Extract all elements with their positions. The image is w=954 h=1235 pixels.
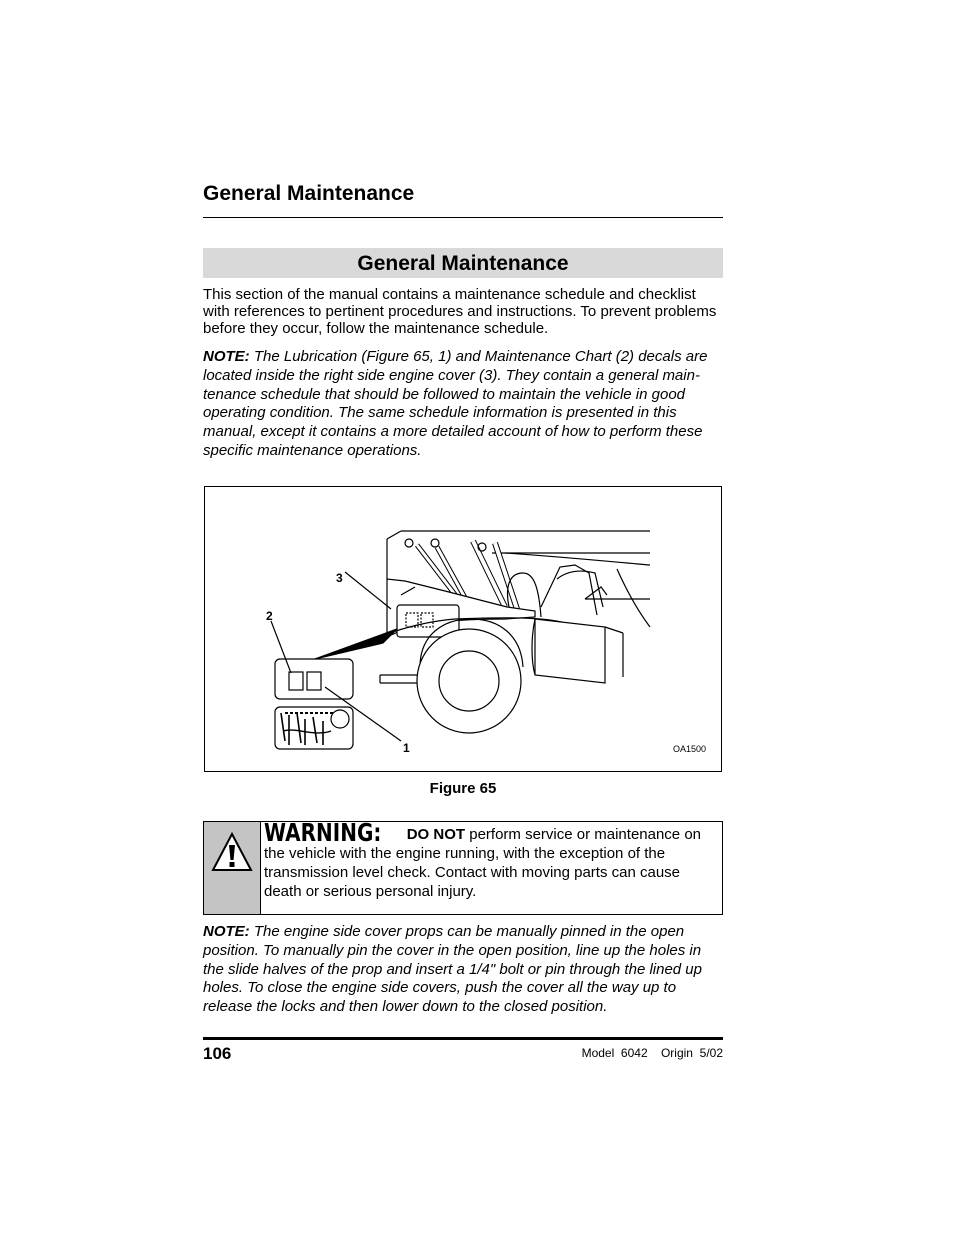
note-label: NOTE:	[203, 923, 250, 940]
warning-box	[203, 818, 723, 915]
warning-triangle-icon	[211, 832, 253, 872]
note-text: The Lubrication (Figure 65, 1) and Maintenance Chart (2) decals are located inside the right side engine cover (3). They contain a general main-tenance schedule that should be followed to maintain the vehicle in good operating condition. The same schedule information is presented in this manual, except it contains a more detailed account of how to perform these specific maintenance operations.	[203, 348, 708, 459]
note-label: NOTE:	[203, 348, 250, 365]
callout-1: 1	[403, 741, 410, 755]
section-title: General Maintenance	[203, 248, 723, 278]
vehicle-illustration	[205, 487, 721, 771]
chapter-title: General Maintenance	[203, 182, 415, 205]
figure-65-illustration	[204, 486, 722, 772]
callout-3: 3	[336, 571, 343, 585]
warning-message	[264, 818, 714, 901]
wheel	[417, 629, 521, 733]
warning-text: perform service or maintenance on the vehicle with the engine running, with the exception of the transmission level check. Contact with moving parts can cause death or serious personal injury.	[264, 826, 702, 900]
decal-enlarged	[275, 659, 353, 699]
rear-bed	[535, 619, 605, 683]
warning-emphasis: DO NOT	[406, 826, 466, 843]
figure-code: OA1500	[673, 744, 707, 754]
chapter-divider	[203, 217, 723, 218]
callout-2: 2	[266, 609, 273, 623]
decal-projection	[315, 629, 397, 659]
note-lubrication	[203, 348, 723, 461]
warning-sidebar	[204, 822, 261, 914]
leader-3	[345, 572, 391, 609]
footer-model-origin: Model 6042 Origin 5/02	[581, 1046, 723, 1060]
intro-paragraph: This section of the manual contains a maintenance schedule and checklist with references to pertinent procedures and instructions. To prevent problems before they occur, follow the maintenance schedule.	[203, 286, 717, 337]
warning-heading: WARNING:	[264, 818, 382, 847]
figure-caption: Figure 65	[429, 780, 497, 797]
note-text: The engine side cover props can be manually pinned in the open position. To manually pin the cover in the open position, line up the holes in the slide halves of the prop and insert a 1/4" bolt or pin through the lined up holes. To close the engine side covers, push the cover all the way up to release the locks and then lower down to the closed position.	[203, 923, 702, 1016]
footer-divider	[203, 1037, 723, 1040]
note-cover-props	[203, 923, 723, 1017]
page-number: 106	[203, 1044, 232, 1063]
